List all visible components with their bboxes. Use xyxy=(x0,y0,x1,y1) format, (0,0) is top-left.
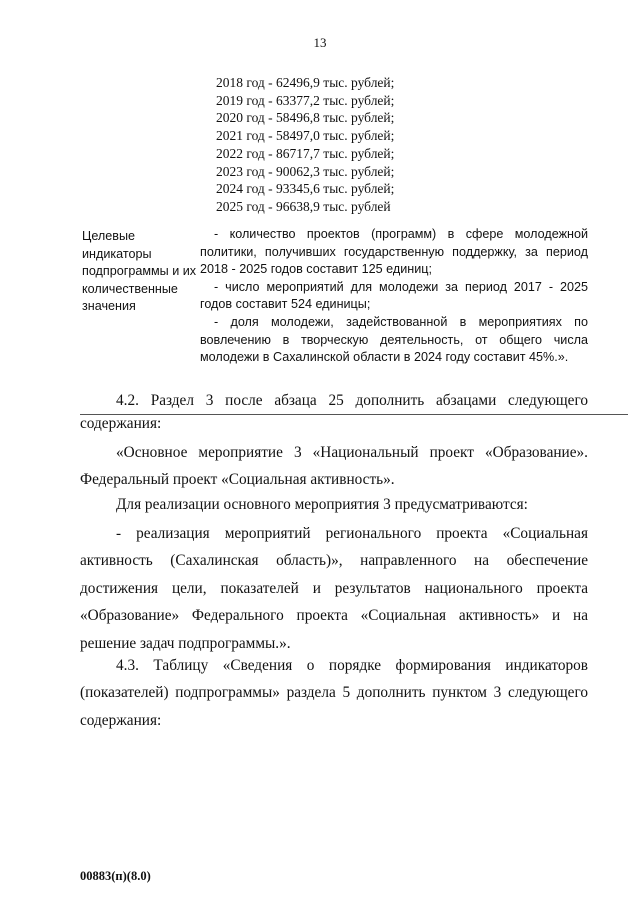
funding-line: 2020 год - 58496,8 тыс. рублей; xyxy=(216,110,395,126)
main-event-text: «Основное мероприятие 3 «Национальный проект «Образование». Федеральный проект «Социальная активность». xyxy=(80,444,588,488)
implementation-text: - реализация мероприятий регионального проекта «Социальная активность (Сахалинская область)», направленного на обеспечение достижения цели, показателей и результатов национального проекта «Образование» Федерального проекта «Социальная активность» и на решение задач подпрограммы.». xyxy=(80,525,588,652)
paragraph-4-2-rest: содержания: xyxy=(80,415,162,432)
paragraph-4-2-continuation xyxy=(80,414,588,434)
funding-line: 2018 год - 62496,9 тыс. рублей; xyxy=(216,75,395,90)
paragraph-4-2 xyxy=(80,388,588,414)
paragraph-provisions xyxy=(80,492,588,518)
funding-line: 2021 год - 58497,0 тыс. рублей; xyxy=(216,128,395,144)
provisions-text: Для реализации основного мероприятия 3 предусматриваются: xyxy=(116,496,528,513)
funding-line: 2022 год - 86717,7 тыс. рублей; xyxy=(216,145,395,161)
indicator-item: - число мероприятий для молодежи за период 2017 - 2025 годов составит 524 единицы; xyxy=(200,279,588,312)
indicators-text xyxy=(200,226,588,367)
paragraph-4-3 xyxy=(80,652,588,734)
funding-list xyxy=(216,74,394,216)
page-number: 13 xyxy=(313,35,327,50)
funding-line: 2019 год - 63377,2 тыс. рублей; xyxy=(216,92,395,108)
paragraph-implementation xyxy=(80,520,588,657)
funding-line: 2023 год - 90062,3 тыс. рублей; xyxy=(216,163,395,179)
funding-line: 2024 год - 93345,6 тыс. рублей; xyxy=(216,181,395,197)
paragraph-4-3-text: 4.3. Таблицу «Сведения о порядке формирования индикаторов (показателей) подпрограммы» раздела 5 дополнить пунктом 3 следующего содержания: xyxy=(80,657,588,729)
indicators-label: Целевые индикаторы подпрограммы и их количественные значения xyxy=(82,229,197,314)
indicator-item: - количество проектов (программ) в сфере молодежной политики, получивших государственную поддержку, за период 2018 - 2025 годов составит 125 единиц; xyxy=(200,227,588,277)
indicator-item: - доля молодежи, задействованной в мероприятиях по вовлечению в творческую деятельность, от общего числа молодежи в Сахалинской области в 2024 году составит 45%.». xyxy=(200,314,588,365)
funding-line: 2025 год - 96638,9 тыс. рублей xyxy=(216,198,391,214)
paragraph-main-event xyxy=(80,440,588,493)
document-code: 00883(п)(8.0) xyxy=(80,869,151,883)
paragraph-4-2-first-line: 4.2. Раздел 3 после абзаца 25 дополнить абзацами следующего xyxy=(116,392,588,409)
